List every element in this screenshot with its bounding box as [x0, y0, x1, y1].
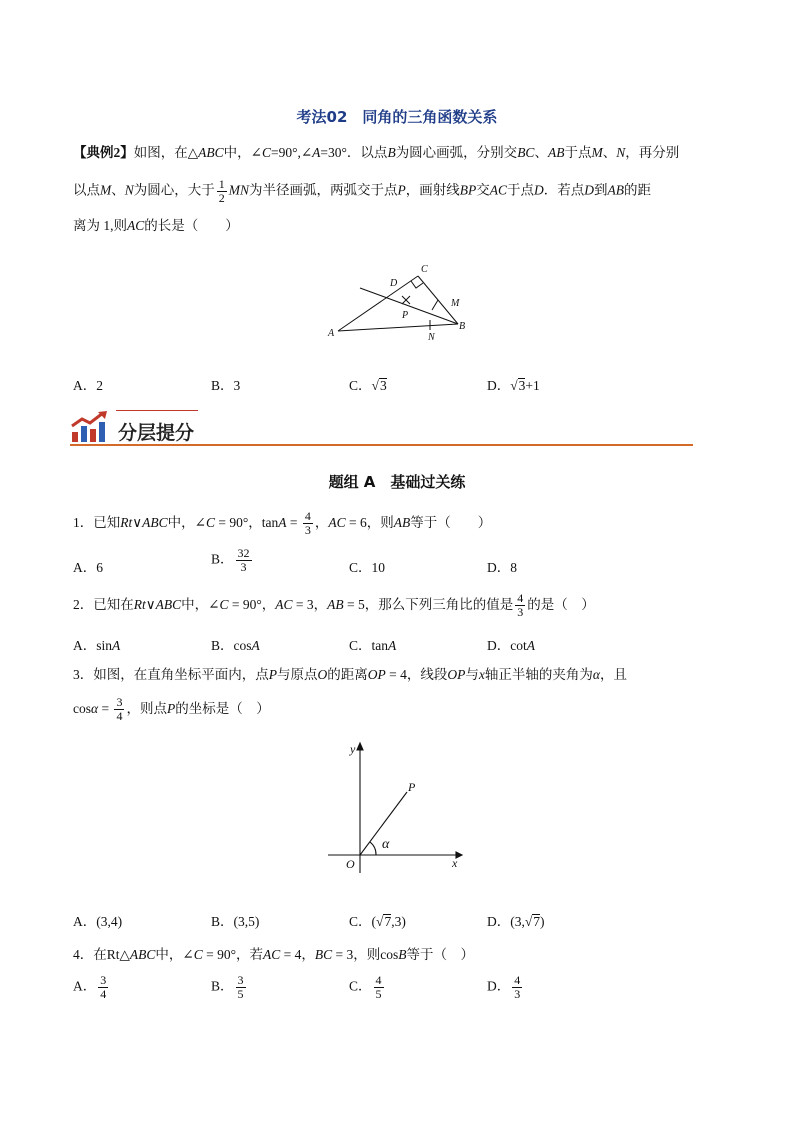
triangle-figure: [320, 258, 480, 348]
label-a: A: [328, 328, 335, 339]
group-title: 题组 A 基础过关练: [328, 473, 466, 491]
q2-option-a[interactable]: A．sinA: [73, 638, 121, 653]
question-3-line-2: cosα = $\frac{3}{4}$ ，则点P的坐标是（ ）: [73, 695, 270, 724]
right-angle-mark: [411, 281, 423, 288]
arc-cross-p: [402, 296, 410, 304]
q1-option-a[interactable]: A．6: [73, 560, 103, 575]
q1-option-d[interactable]: D．8: [487, 560, 517, 575]
label-y: y: [350, 742, 356, 756]
angle-arc: [370, 842, 376, 855]
banner-divider: [70, 444, 693, 446]
q2-option-d[interactable]: D．cotA: [487, 638, 535, 653]
label-d: D: [390, 278, 398, 289]
q4-option-b[interactable]: B． $\frac{3}{5}$: [211, 973, 244, 1001]
q3-option-b[interactable]: B．(3,5): [211, 914, 260, 929]
fraction-half: $\frac{1}{2}$: [218, 177, 225, 205]
banner-top-line: [116, 410, 198, 411]
section-title: 考法02 同角的三角函数关系: [296, 108, 498, 126]
example-option-a[interactable]: A．2: [73, 378, 103, 393]
q4-option-a[interactable]: A． $\frac{3}{4}$: [73, 973, 107, 1001]
q3-option-a[interactable]: A．(3,4): [73, 914, 123, 929]
q4-option-d[interactable]: D． $\frac{4}{3}$: [487, 973, 521, 1001]
label-c: C: [421, 264, 428, 275]
side-ab: [338, 324, 458, 331]
example-option-d[interactable]: D．√3+1: [487, 378, 540, 393]
label-m: M: [451, 298, 460, 309]
q3-option-c[interactable]: C．(√7,3): [349, 914, 406, 929]
q2-option-b[interactable]: B．cosA: [211, 638, 260, 653]
example-option-c[interactable]: C．√3: [349, 378, 387, 393]
question-1: 1．已知Rt∨ABC中，∠C = 90°，tanA = $\frac{4}{3}$ ，AC = 6，则AB等于（ ）: [73, 509, 492, 538]
coordinate-figure: [320, 738, 470, 878]
label-p: P: [402, 310, 409, 321]
q3-option-d[interactable]: D．(3,√7): [487, 914, 545, 929]
label-alpha: α: [382, 837, 390, 852]
y-axis-arrow: [357, 743, 363, 750]
banner-title: 分层提分: [118, 422, 195, 444]
q1-option-b[interactable]: B． $\frac{32}{3}$: [211, 546, 250, 574]
bar-chart-icon: [70, 410, 112, 444]
q2-option-c[interactable]: C．tanA: [349, 638, 397, 653]
label-n: N: [428, 332, 435, 343]
side-ac: [338, 276, 418, 331]
label-p: P: [408, 780, 416, 794]
label-x: x: [452, 856, 458, 870]
example-option-b[interactable]: B．3: [211, 378, 241, 393]
example-line-2: 以点M、N为圆心，大于 $\frac{1}{2}$ MN为半径画弧，两弧交于点P，画射线BP交AC于点D．若点D到AB的距: [73, 177, 652, 205]
example-line-3: 离为 1,则AC的长是（ ）: [73, 218, 239, 233]
example-line-1: 【典例2】如图，在△ABC中，∠C=90°,∠A=30°．以点B为圆心画弧，分别交BC、AB于点M、N，再分别: [73, 145, 680, 160]
arc-mark-m: [432, 300, 438, 310]
q4-option-c[interactable]: C． $\frac{4}{5}$: [349, 973, 382, 1001]
q1-option-c[interactable]: C．10: [349, 560, 386, 575]
label-b: B: [459, 321, 466, 332]
label-o: O: [346, 857, 355, 871]
example-tag: 【典例2】: [73, 145, 134, 160]
question-4: 4．在Rt△ABC中，∠C = 90°，若AC = 4，BC = 3，则cosB等于（ ）: [73, 947, 474, 962]
question-2: 2．已知在Rt∨ABC中，∠C = 90°，AC = 3，AB = 5，那么下列三角比的值是 $\frac{4}{3}$ 的是（ ）: [73, 591, 595, 620]
question-3-line-1: 3．如图，在直角坐标平面内，点P与原点O的距离OP = 4，线段OP与x轴正半轴的夹角为α，且: [73, 667, 627, 682]
